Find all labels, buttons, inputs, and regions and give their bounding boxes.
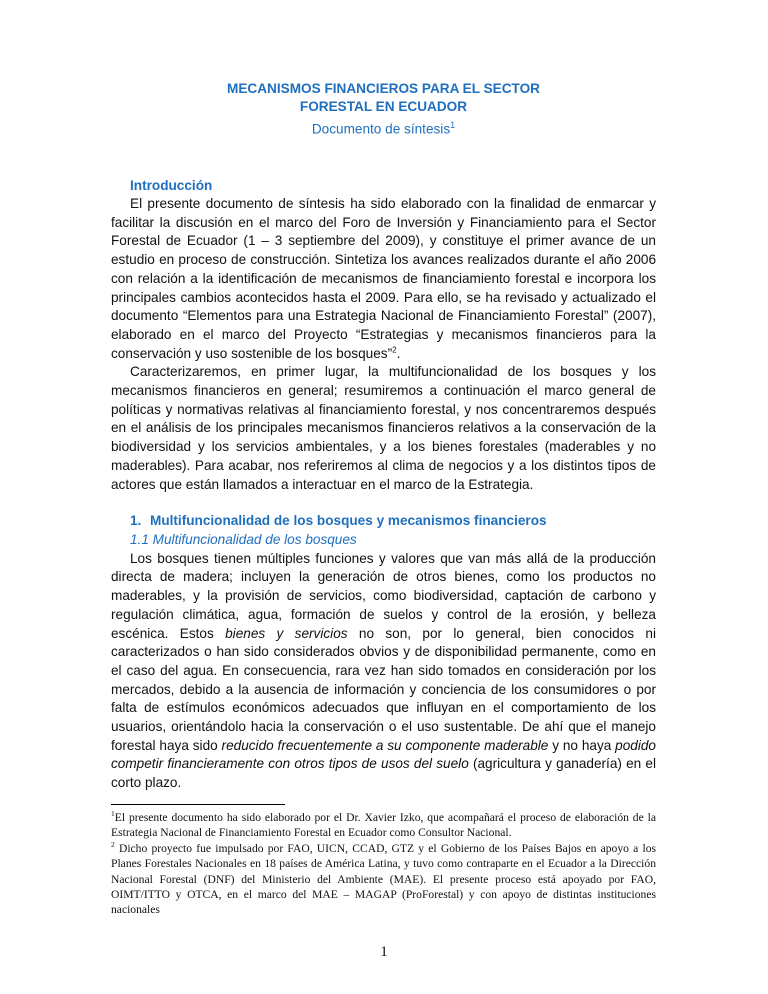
- footnote-1: [111, 810, 656, 841]
- footnote-separator: [111, 804, 285, 805]
- intro-paragraph-1-text: El presente documento de síntesis ha sido elaborado con la finalidad de enmarcar y facilitar la discusión en el marco del Foro de Inversión y Financiamiento para el Sector Forestal de Ecuador (1 – 3 septiembre del 2009), y constituye el primer avance de un estudio en proceso de construcción. Sintetiza los avances realizados durante el año 2006 con relación a la identificación de mecanismos de financiamiento forestal e incorpora los principales cambios acontecidos hasta el 2009. Para ello, se ha revisado y actualizado el documento “Elementos para una Estrategia Nacional de Financiamiento Forestal” (2007), elaborado en el marco del Proyecto “Estrategias y mecanismos financieros para la conservación y uso sostenible de los bosques”: [111, 196, 656, 361]
- footnote-2: [111, 841, 656, 918]
- s11-emphasis-3: podido competir financieramente con otros tipos de usos del suelo: [111, 737, 656, 772]
- footnote-ref-2: 2: [392, 345, 397, 355]
- footnote-2-text: Dicho proyecto fue impulsado por FAO, UICN, CCAD, GTZ y el Gobierno de los Países Bajos en apoyo a los Planes Forestales Nacionales en 18 países de América Latina, y tuvo como contraparte en el Ecuador a la Dirección Nacional Forestal (DNF) del Ministerio del Ambiente (MAE). El presente proceso está apoyado por FAO, OIMT/ITTO y OTCA, en el marco del MAE – MAGAP (ProForestal) y con apoyo de distintas instituciones nacionales: [111, 841, 656, 917]
- footnotes: [111, 810, 656, 918]
- section-1-number: 1.: [130, 513, 142, 529]
- subtitle-text: Documento de síntesis: [311, 121, 451, 137]
- intro-paragraph-2: Caracterizaremos, en primer lugar, la multifuncionalidad de los bosques y los mecanismos financieros en general; resumiremos a continuación el marco general de políticas y normativas relativas al financiamiento forestal, y nos concentraremos después en el análisis de los principales mecanismos financieros relativos a la conservación de la biodiversidad y los servicios ambientales, y a los bienes forestales (maderables y no maderables). Para acabar, nos referiremos al clima de negocios y a los distintos tipos de actores que están llamados a interactuar en el marco de la Estrategia.: [111, 364, 656, 492]
- s11-text-d: (agricultura y ganadería) en el corto plazo.: [111, 756, 656, 791]
- footnote-1-marker: 1: [111, 809, 115, 819]
- s11-text-c: y no haya: [548, 737, 616, 753]
- document-subtitle: [111, 116, 656, 139]
- s11-emphasis-2: reducido frecuentemente a su componente maderable: [221, 737, 549, 753]
- intro-heading: Introducción: [130, 177, 213, 193]
- intro-paragraph-1: [111, 195, 656, 363]
- section-1-heading: [111, 512, 656, 531]
- subsection-1-1-paragraph: [111, 550, 656, 793]
- footnote-2-marker: 2: [111, 839, 115, 849]
- section-1-title: Multifuncionalidad de los bosques y mecanismos financieros: [150, 513, 547, 529]
- intro-paragraph-1-end: .: [396, 345, 401, 361]
- subsection-1-1-heading: 1.1 Multifuncionalidad de los bosques: [130, 531, 357, 547]
- page-body: [111, 80, 656, 793]
- document-title: [111, 80, 656, 116]
- page-number: 1: [380, 944, 388, 960]
- s11-text-a: Los bosques tienen múltiples funciones y valores que van más allá de la producción directa de madera; incluyen la generación de otros bienes, como los productos no maderables, y la provisión de servicios, como biodiversidad, captación de carbono y regulación climática, agua, formación de suelos y control de la erosión, y belleza escénica. Estos: [111, 550, 656, 641]
- footnote-ref-1: 1: [450, 120, 456, 130]
- title-line-2: FORESTAL EN ECUADOR: [299, 99, 468, 114]
- s11-text-b: no son, por lo general, bien conocidos ni caracterizados o han sido considerados obvios y de disponibilidad permanente, como en el caso del agua. En consecuencia, rara vez han sido tomados en consideración por los mercados, debido a la ausencia de información y conciencia de los consumidores o por falta de estímulos económicos adecuados que influyan en el comportamiento de los usuarios, orientándolo hacia la conservación o el uso sustentable. De ahí que el manejo forestal haya sido: [111, 625, 656, 753]
- title-line-1: MECANISMOS FINANCIEROS PARA EL SECTOR: [227, 81, 540, 96]
- s11-emphasis-1: bienes y servicios: [225, 625, 348, 641]
- footnote-1-text: El presente documento ha sido elaborado por el Dr. Xavier Izko, que acompañará el proceso de elaboración de la Estrategia Nacional de Financiamiento Forestal en Ecuador como Consultor Nacional.: [111, 811, 656, 840]
